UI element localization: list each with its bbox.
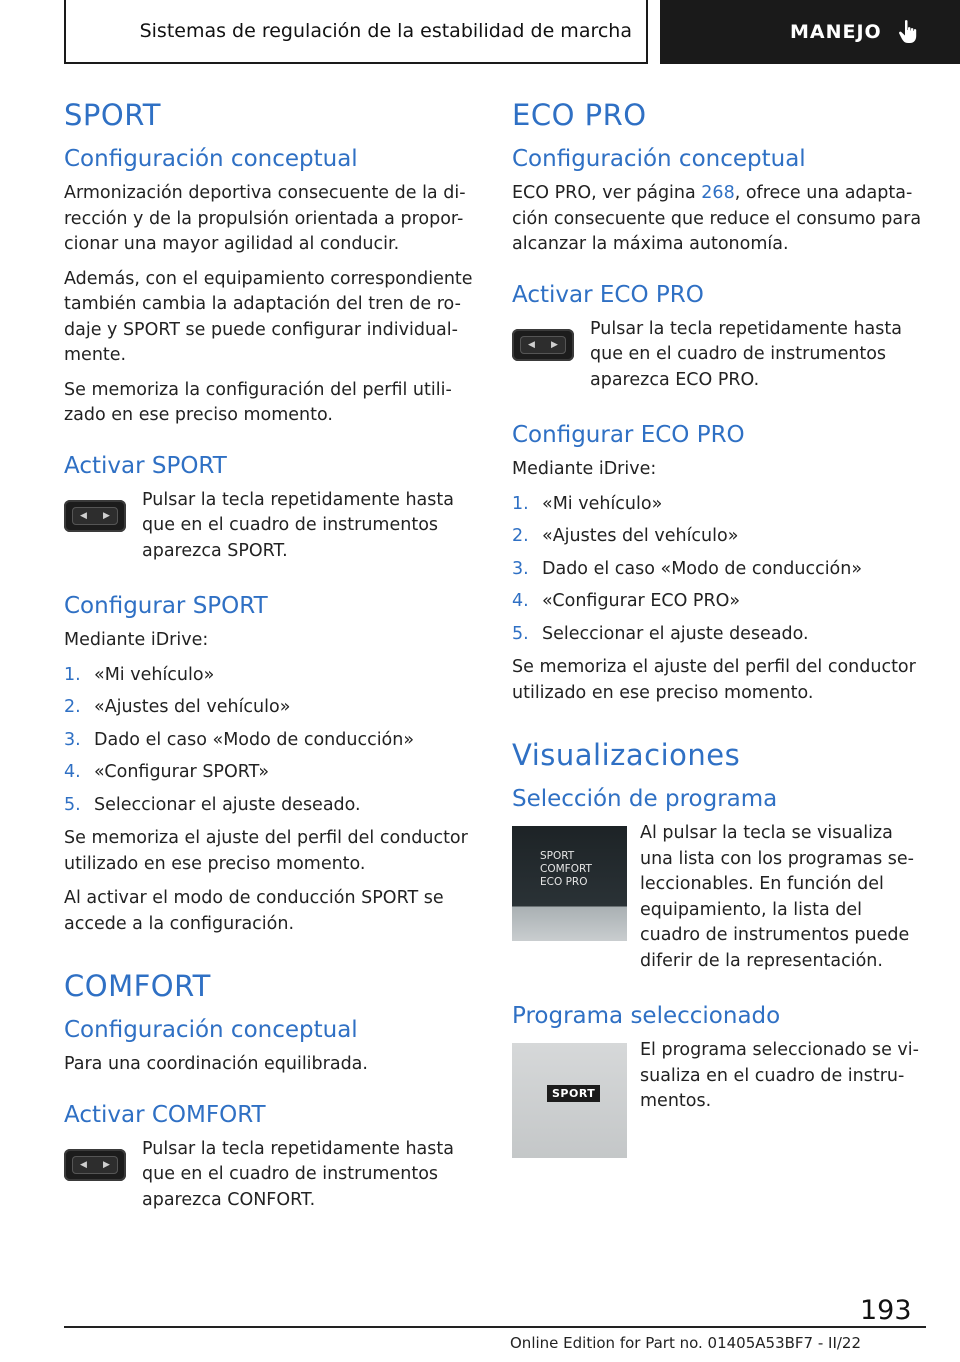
selection-row — [512, 821, 927, 974]
sport-after-p2: Al activar el modo de conducción SPORT se accede a la configuración. — [64, 888, 444, 934]
footer-edition: Online Edition for Part no. 01405A53BF7 - II/22 — [510, 1334, 862, 1352]
section-title: Sistemas de regulación de la estabilidad de marcha — [139, 20, 632, 42]
sport-after-p1: Se memoriza el ajuste del perfil del conductor utilizado en ese preciso momento. — [64, 828, 468, 874]
comfort-concept-heading: Configuración conceptual — [64, 1017, 358, 1043]
sport-configure-intro: Mediante iDrive: — [64, 630, 209, 650]
left-column — [64, 95, 479, 1227]
selected-program-image: SPORT — [512, 1043, 627, 1158]
list-item: 4. «Configurar ECO PRO» — [512, 591, 741, 611]
eco-activate-heading: Activar ECO PRO — [512, 281, 704, 308]
comfort-concept-p1: Para una coordinación equilibrada. — [64, 1054, 368, 1074]
selection-text: Al pulsar la tecla se visualiza una lista con los programas se-leccionables. En función del equipamiento, la lista del cuadro de instrumentos puede diferir de la representación. — [640, 823, 914, 971]
list-item: 1. «Mi vehículo» — [512, 493, 663, 514]
chapter-title: MANEJO — [790, 21, 882, 43]
selection-heading: Selección de programa — [512, 786, 778, 812]
comfort-title: COMFORT — [64, 969, 211, 1003]
eco-configure-intro: Mediante iDrive: — [512, 459, 657, 479]
selected-row — [512, 1038, 927, 1158]
comfort-activate-text: Pulsar la tecla repetidamente hasta que en el cuadro de instrumentos aparezca CONFORT. — [142, 1138, 454, 1210]
list-item: 1. «Mi vehículo» — [64, 664, 215, 685]
eco-concept-heading: Configuración conceptual — [512, 146, 806, 172]
chapter-tab — [660, 0, 960, 64]
page-link[interactable]: 268 — [701, 183, 735, 203]
eco-concept-p1: ECO PRO, ver página 268, ofrece una adapta-ción consecuente que reduce el consumo para alcanzar la máxima autonomía. — [512, 183, 922, 254]
right-column — [512, 95, 927, 1172]
eco-activate-row — [512, 317, 927, 394]
sport-concept-heading: Configuración conceptual — [64, 146, 358, 172]
list-item: 4. «Configurar SPORT» — [64, 762, 270, 782]
hand-pointer-icon — [898, 19, 920, 45]
footer-divider — [64, 1326, 926, 1328]
section-title-tab — [64, 0, 648, 64]
sport-activate-row — [64, 488, 479, 565]
selected-heading: Programa seleccionado — [512, 1003, 781, 1029]
comfort-activate-heading: Activar COMFORT — [64, 1101, 266, 1128]
sport-configure-heading: Configurar SPORT — [64, 593, 268, 619]
list-item: 5. Seleccionar el ajuste deseado. — [512, 623, 809, 644]
eco-title: ECO PRO — [512, 98, 647, 132]
comfort-activate-row — [64, 1137, 479, 1214]
drive-mode-switch-image — [512, 329, 578, 361]
displays-title: Visualizaciones — [512, 738, 741, 772]
sport-steps — [64, 663, 479, 819]
list-item: 3. Dado el caso «Modo de conducción» — [64, 729, 415, 750]
arrow-left-icon: ◀ — [528, 339, 535, 350]
arrow-left-icon: ◀ — [80, 510, 87, 521]
arrow-right-icon: ▶ — [103, 510, 110, 521]
arrow-right-icon: ▶ — [551, 339, 558, 350]
sport-title: SPORT — [64, 98, 161, 132]
eco-configure-heading: Configurar ECO PRO — [512, 422, 745, 448]
list-item: 3. Dado el caso «Modo de conducción» — [512, 558, 863, 579]
eco-steps — [512, 492, 927, 648]
sport-activate-heading: Activar SPORT — [64, 452, 227, 479]
sport-concept-p2: Además, con el equipamiento correspondiente también cambia la adaptación del tren de ro-daje y SPORT se puede configurar individual-mente. — [64, 268, 473, 365]
eco-activate-text: Pulsar la tecla repetidamente hasta que en el cuadro de instrumentos aparezca ECO PRO. — [590, 318, 902, 390]
list-item: 5. Seleccionar el ajuste deseado. — [64, 794, 361, 815]
drive-mode-switch-image — [64, 1149, 130, 1181]
page-number: 193 — [860, 1295, 912, 1326]
eco-after-p1: Se memoriza el ajuste del perfil del conductor utilizado en ese preciso momento. — [512, 657, 916, 703]
list-item: 2. «Ajustes del vehículo» — [512, 526, 739, 546]
sport-activate-text: Pulsar la tecla repetidamente hasta que en el cuadro de instrumentos aparezca SPORT. — [142, 489, 454, 561]
program-list-image: SPORT COMFORT ECO PRO — [512, 826, 627, 941]
sport-concept-p1: Armonización deportiva consecuente de la di-rección y de la propulsión orientada a propor-cionar una mayor agilidad al conducir. — [64, 183, 466, 254]
sport-concept-p3: Se memoriza la configuración del perfil utili-zado en ese preciso momento. — [64, 379, 452, 425]
selected-text: El programa seleccionado se vi-sualiza en el cuadro de instru-mentos. — [640, 1040, 919, 1111]
arrow-right-icon: ▶ — [103, 1159, 110, 1170]
list-item: 2. «Ajustes del vehículo» — [64, 697, 291, 717]
drive-mode-switch-image — [64, 500, 130, 532]
arrow-left-icon: ◀ — [80, 1159, 87, 1170]
